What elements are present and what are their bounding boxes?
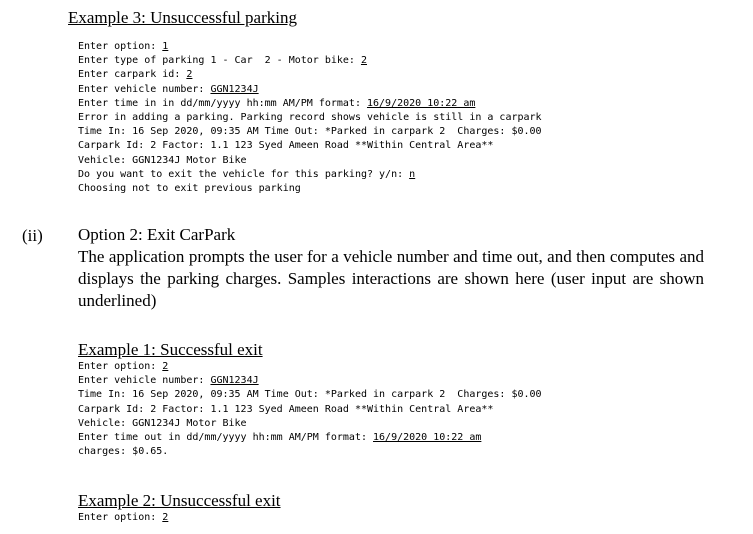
console-line bbox=[78, 388, 542, 402]
console-prompt-text: Error in adding a parking. Parking record shows vehicle is still in a carpark bbox=[78, 111, 542, 123]
user-input-text: n bbox=[409, 168, 416, 180]
user-input-text: 1 bbox=[162, 41, 169, 52]
example-2-heading: Example 2: Unsuccessful exit bbox=[78, 491, 281, 510]
section-paragraph: The application prompts the user for a vehicle number and time out, and then computes and displays the parking charges. Samples interactions are shown here (user input are shown underlined) bbox=[78, 247, 704, 310]
console-line bbox=[78, 68, 542, 82]
section-number: (ii) bbox=[22, 226, 43, 245]
section-title: Option 2: Exit CarPark bbox=[78, 225, 236, 244]
console-line bbox=[78, 360, 542, 374]
console-line bbox=[78, 125, 542, 139]
console-line bbox=[78, 40, 542, 54]
console-prompt-text: Enter time out in dd/mm/yyyy hh:mm AM/PM format: bbox=[78, 431, 374, 443]
console-prompt-text: Enter option: bbox=[78, 41, 163, 52]
user-input-text: 2 bbox=[360, 55, 367, 67]
console-prompt-text: Vehicle: GGN1234J Motor Bike bbox=[78, 417, 247, 429]
user-input-text: 16/9/2020 10:22 am bbox=[366, 97, 476, 109]
console-line bbox=[78, 374, 542, 388]
user-input-text: 16/9/2020 10:22 am bbox=[373, 431, 482, 443]
console-line bbox=[78, 111, 542, 125]
example-3-transcript bbox=[78, 40, 542, 196]
console-line bbox=[78, 168, 542, 182]
console-prompt-text: Time In: 16 Sep 2020, 09:35 AM Time Out: *Parked in carpark 2 Charges: $0.00 bbox=[78, 126, 542, 138]
example-3-heading: Example 3: Unsuccessful parking bbox=[68, 8, 297, 27]
console-line bbox=[78, 445, 542, 459]
console-prompt-text: Time In: 16 Sep 2020, 09:35 AM Time Out: *Parked in carpark 2 Charges: $0.00 bbox=[78, 389, 542, 401]
console-prompt-text: Enter carpark id: bbox=[78, 69, 187, 81]
user-input-text: 2 bbox=[162, 361, 169, 372]
console-prompt-text: Carpark Id: 2 Factor: 1.1 123 Syed Ameen Road **Within Central Area** bbox=[78, 140, 494, 152]
user-input-text: 2 bbox=[186, 69, 193, 81]
console-line bbox=[78, 97, 542, 111]
console-line bbox=[78, 403, 542, 417]
console-line bbox=[78, 182, 542, 196]
example-1-heading: Example 1: Successful exit bbox=[78, 340, 263, 359]
console-prompt-text: Carpark Id: 2 Factor: 1.1 123 Syed Ameen Road **Within Central Area** bbox=[78, 403, 494, 415]
user-input-text: GGN1234J bbox=[210, 375, 259, 387]
console-prompt-text: Choosing not to exit previous parking bbox=[78, 182, 301, 194]
console-prompt-text: charges: $0.65. bbox=[78, 446, 169, 458]
user-input-text: 2 bbox=[162, 512, 169, 523]
console-prompt-text: Enter time in in dd/mm/yyyy hh:mm AM/PM format: bbox=[78, 97, 367, 109]
console-line bbox=[78, 139, 542, 153]
console-prompt-text: Do you want to exit the vehicle for this parking? y/n: bbox=[78, 168, 410, 180]
console-prompt-text: Enter vehicle number: bbox=[78, 375, 211, 387]
example-2-transcript bbox=[78, 511, 168, 525]
console-line bbox=[78, 83, 542, 97]
console-line bbox=[78, 54, 542, 68]
console-line bbox=[78, 417, 542, 431]
console-prompt-text: Enter vehicle number: bbox=[78, 83, 211, 95]
console-prompt-text: Enter option: bbox=[78, 361, 163, 372]
console-line bbox=[78, 431, 542, 445]
console-line bbox=[78, 154, 542, 168]
console-prompt-text: Enter type of parking 1 - Car 2 - Motor bike: bbox=[78, 55, 361, 67]
example-1-transcript bbox=[78, 360, 542, 459]
console-line bbox=[78, 511, 168, 525]
user-input-text: GGN1234J bbox=[210, 83, 259, 95]
console-prompt-text: Vehicle: GGN1234J Motor Bike bbox=[78, 154, 247, 166]
console-prompt-text: Enter option: bbox=[78, 512, 163, 523]
